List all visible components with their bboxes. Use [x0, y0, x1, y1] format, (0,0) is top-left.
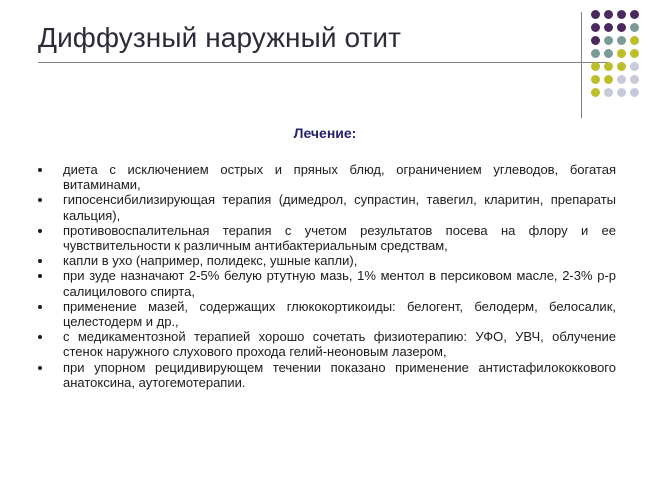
decorative-dot [617, 62, 626, 71]
decorative-dot [630, 10, 639, 19]
decorative-dot [604, 75, 613, 84]
decorative-dot [591, 75, 600, 84]
list-item [36, 162, 616, 192]
decorative-dot [617, 88, 626, 97]
decorative-dot [630, 88, 639, 97]
decorative-dot [617, 75, 626, 84]
list-item [36, 268, 616, 298]
decorative-vertical-line [581, 12, 582, 118]
decorative-dot [604, 62, 613, 71]
bullet-icon [38, 229, 42, 233]
decorative-dot [604, 23, 613, 32]
bullet-icon [38, 198, 42, 202]
list-item-text: капли в ухо (например, полидекс, ушные капли), [63, 253, 358, 269]
decorative-dot [591, 10, 600, 19]
decorative-dot [630, 49, 639, 58]
bullet-icon [38, 259, 42, 263]
decorative-dot [617, 23, 626, 32]
decorative-dot [604, 88, 613, 97]
decorative-dot [630, 75, 639, 84]
decorative-dot [604, 36, 613, 45]
list-item [36, 299, 616, 329]
list-item-text: при упорном рецидивирующем течении показано применение антистафилококкового анатоксина, аутогемотерапии. [63, 359, 616, 390]
bullet-icon [38, 366, 42, 370]
bullet-icon [38, 305, 42, 309]
list-item [36, 360, 616, 390]
list-item-text: противовоспалительная терапия с учетом результатов посева на флору и ее чувствительности к различным антибактериальным средствам, [63, 222, 616, 254]
decorative-dot [630, 23, 639, 32]
decorative-dot [617, 10, 626, 19]
list-item-text: диета с исключением острых и пряных блюд, ограничением углеводов, богатая витаминами, [63, 162, 616, 193]
list-item-text: с медикаментозной терапией хорошо сочетать физиотерапию: УФО, УВЧ, облучение стенок наружного слухового прохода гелий-неоновым лазером, [63, 329, 616, 360]
list-item [36, 329, 616, 359]
section-heading: Лечение: [293, 125, 357, 141]
decorative-dot-grid [591, 10, 639, 108]
list-item-text: применение мазей, содержащих глюкокортикоиды: белогент, белодерм, белосалик, целестодерм и др., [63, 298, 616, 330]
list-item-text: при зуде назначают 2-5% белую ртутную мазь, 1% ментол в персиковом масле, 2-3% р-р салицилового спирта, [63, 268, 616, 299]
decorative-dot [604, 49, 613, 58]
decorative-dot [617, 36, 626, 45]
decorative-dot [630, 62, 639, 71]
list-item [36, 253, 616, 268]
bullet-icon [38, 274, 42, 278]
bullet-icon [38, 335, 42, 339]
decorative-dot [604, 10, 613, 19]
list-item [36, 223, 616, 253]
bullet-icon [38, 168, 42, 172]
decorative-dot [591, 49, 600, 58]
slide-title: Диффузный наружный отит [38, 22, 402, 53]
decorative-dot [591, 23, 600, 32]
treatment-list [36, 162, 616, 390]
decorative-dot [591, 88, 600, 97]
list-item-text: гипосенсибилизирующая терапия (димедрол, супрастин, тавегил, кларитин, препараты кальция), [63, 192, 616, 223]
decorative-dot [617, 49, 626, 58]
decorative-dot [630, 36, 639, 45]
decorative-dot [591, 36, 600, 45]
decorative-dot [591, 62, 600, 71]
title-underline [38, 62, 608, 63]
list-item [36, 192, 616, 222]
